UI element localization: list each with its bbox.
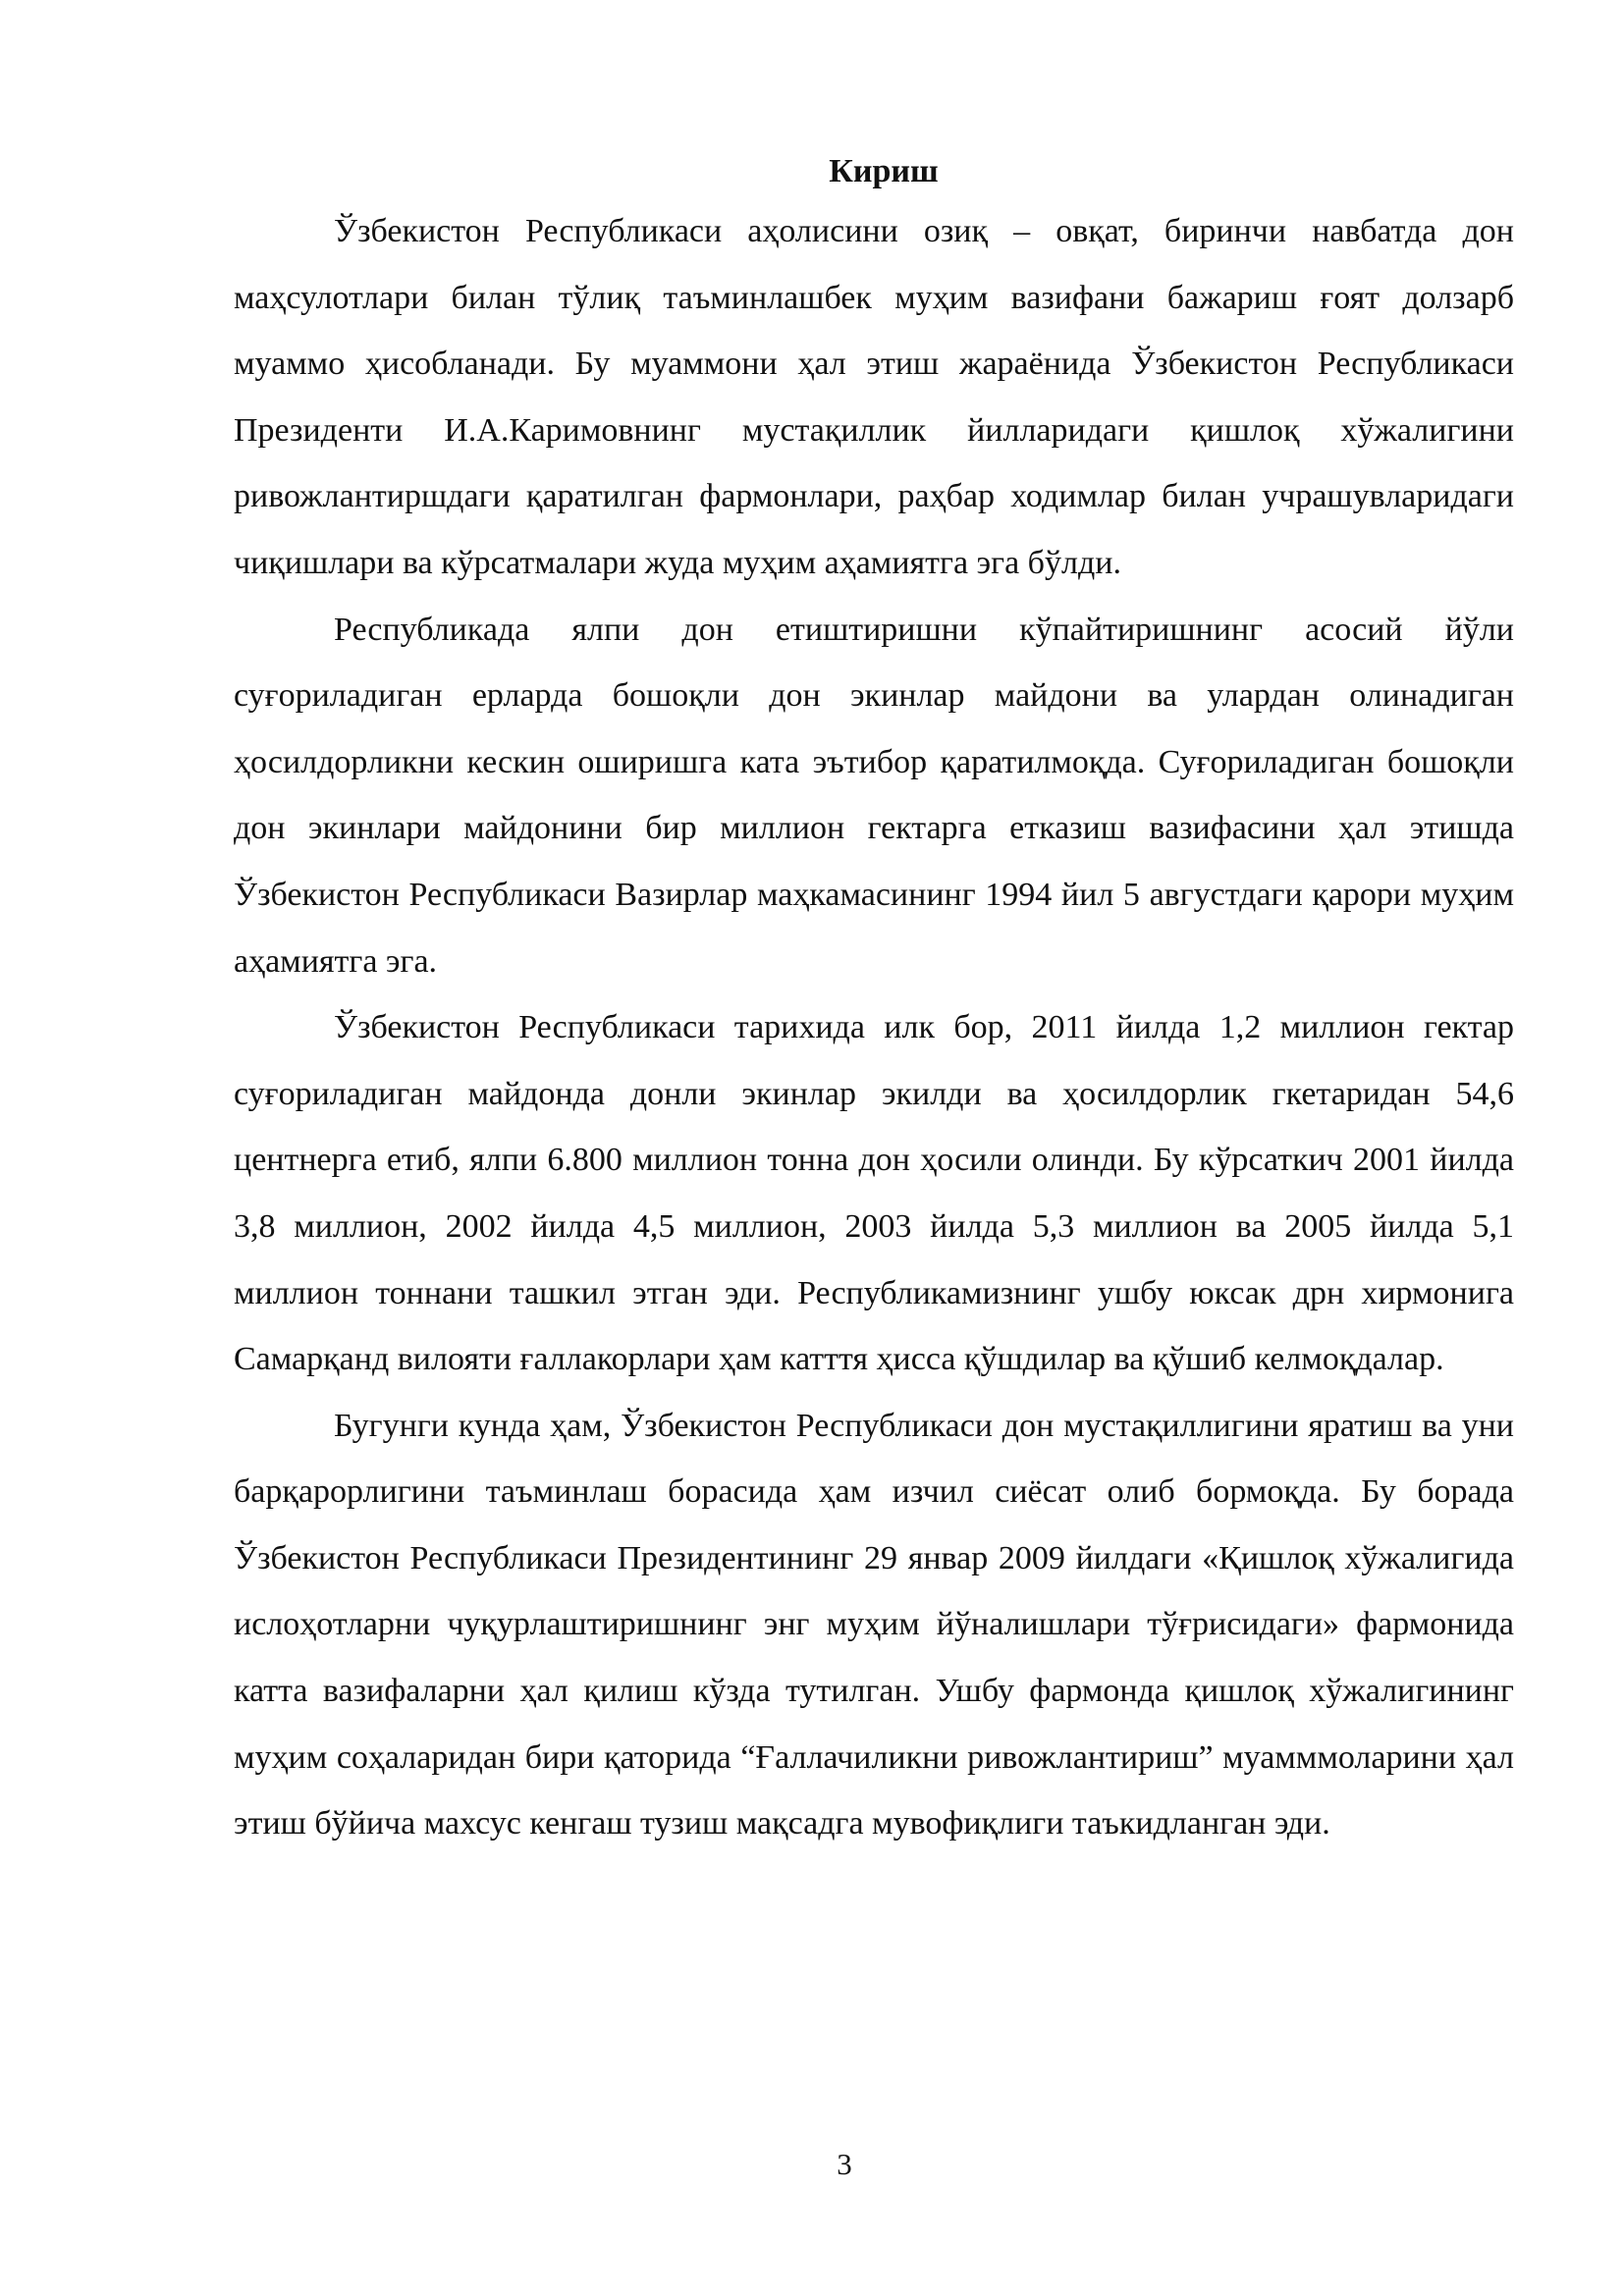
- section-title: Кириш: [829, 153, 939, 189]
- paragraph-policy: Бугунги кунда ҳам, Ўзбекистон Республикаси дон мустақиллигини яратиш ва уни барқарорлигини таъминлаш борасида ҳам изчил сиёсат олиб бормоқда. Бу борада Ўзбекистон Республикаси Президентининг 29 январ 2009 йилдаги «Қишлоқ хўжалигида ислоҳотларни чуқурлаштиришнинг энг муҳим йўналишлари тўғрисидаги» фармонида катта вазифаларни ҳал қилиш кўзда тутилган. Ушбу фармонда қишлоқ хўжалигининг муҳим соҳаларидан бири қаторида “Ғаллачиликни ривожлантириш” муамммоларини ҳал этиш бўйича махсус кенгаш тузиш мақсадга мувофиқлиги таъкидланган эди.: [234, 1407, 1514, 1842]
- paragraph-harvest-statistics: Ўзбекистон Республикаси тарихида илк бор, 2011 йилда 1,2 миллион гектар суғориладиган майдонда донли экинлар экилди ва ҳосилдорлик гкетаридан 54,6 центнерга етиб, ялпи 6.800 миллион тонна дон ҳосили олинди. Бу кўрсаткич 2001 йилда 3,8 миллион, 2002 йилда 4,5 миллион, 2003 йилда 5,3 миллион ва 2005 йилда 5,1 миллион тоннани ташкил этган эди. Республикамизнинг ушбу юксак дрн хирмонига Самарқанд вилояти ғаллакорлари ҳам катття ҳисса қўшдилар ва қўшиб келмоқдалар.: [234, 1009, 1514, 1378]
- document-body: [234, 151, 1514, 1857]
- paragraph-intro: Ўзбекистон Республикаси аҳолисини озиқ – овқат, биринчи навбатда дон маҳсулотлари билан тўлиқ таъминлашбек муҳим вазифани бажариш ғоят долзарб муаммо ҳисобланади. Бу муаммони ҳал этиш жараёнида Ўзбекистон Республикаси Президенти И.А.Каримовнинг мустақиллик йилларидаги қишлоқ хўжалигини ривожлантиршдаги қаратилган фармонлари, раҳбар ходимлар билан учрашувларидаги чиқишлари ва кўрсатмалари жуда муҳим аҳамиятга эга бўлди.: [234, 213, 1514, 581]
- paragraph-grain-production: Республикада ялпи дон етиштиришни кўпайтиришнинг асосий йўли суғориладиган ерларда бошоқли дон экинлар майдони ва улардан олинадиган ҳосилдорликни кескин оширишга ката эътибор қаратилмоқда. Суғориладиган бошоқли дон экинлари майдонини бир миллион гектарга етказиш вазифасини ҳал этишда Ўзбекистон Республикаси Вазирлар маҳкамасининг 1994 йил 5 августдаги қарори муҳим аҳамиятга эга.: [234, 611, 1514, 980]
- page-number: 3: [837, 2147, 852, 2181]
